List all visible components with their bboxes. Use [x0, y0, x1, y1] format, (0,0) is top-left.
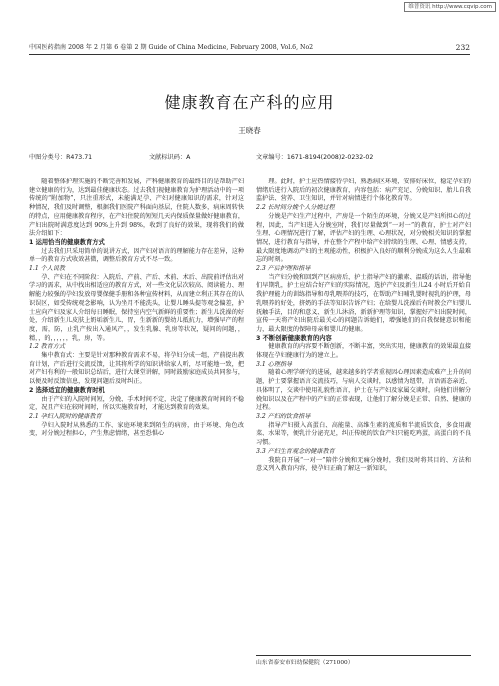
clc-number: 中图分类号：R473.71 [29, 154, 93, 161]
article-number: 文章编号：1671-8194(2008)2-0232-02 [256, 154, 374, 161]
article-title: 健康教育在产科的应用 [164, 93, 335, 112]
section-heading: 2 选择适宜的健康教育时机 [29, 386, 105, 394]
paragraph: 分娩是产妇生产过程中，产房是一个陌生的环境，分娩又是产妇所担心的过程，因此，当产妇进入分娩室时，我们尽量做到“一对一”的教育，护士对产妇生理、心理情况进行了解，评估产妇的生理、心理状况，对分娩相关知识的掌握情况，进行教育与指导，并在整个产程中给产妇持续的生理、心理、情感支持，最大限度地调动产妇的主观能动性，积极护入良好的顺利分娩成为这么人生最难忘的时刻。 [256, 212, 471, 264]
paragraph: 随着心理学研究的进展，越来越多的学者重视因心理因素造成难产上升的问题，护士要掌握语言交流技巧，与病人交谈时，以感情为纽带，言语需态亲近、具体明了，交谈中使用礼貌性语言，护士在与产妇及家属交谈时，向他们讲解分娩知识以及在产程中的产妇的正常表现，让他们了解分娩是正常、自然、健康的过程。 [256, 369, 471, 412]
paragraph: 健康教育的内容要不断创新，不断丰富，突出实用，健康教育的效果最直接体现在孕妇健康行为的建立上。 [256, 343, 471, 360]
subsection-heading: 1.1 个人说教 [29, 265, 66, 273]
subsection-heading: 2.3 产后护理和指导 [256, 265, 311, 273]
subsection-heading: 2.1 孕妇入院时的健康教育 [29, 412, 102, 420]
paragraph: 随着整体护理实施的不断完善和发展，产科健康教育的最终目的是帮助产妇建立健康的行为，达到最佳健康状态。过去我们视健康教育为护理活动中的一项传统的“附加物”，只注重形式，未能满足孕、产妇对健康知识的需求，针对这种情况，我们及时调整，根据我们医院产科面向基层，住院人数多，病床周转快的特点，应用健康教育程序，在产妇住院的短短几天内保质保量做好健康教育，产妇出院时满意度达到 90%上升到 98%，收到了良好的效果，现将我们的做法介绍如下： [29, 178, 244, 238]
left-column [29, 178, 244, 656]
paragraph: 集中教育式：主要是针对那种教育需求不易，将孕妇分成一组，产前提出教育计划，产后进行交流反馈，让其将所学的知识讲给家人听，尽可能地一致，把对产妇有利的一般知识总结后，进行大课堂讲解，同时鼓励家庭成员共同参与，以便及时反馈信息，发现问题后及时纠正。 [29, 352, 244, 386]
paragraph: 指导产妇摄入高蛋白、高能量、高维生素的流质和半流质饮食，多食用蔬菜、水果等，便乳汁分泌充足，纠正传统的饮食产妇只能吃鸡蛋，高蛋白的不良习惯。 [256, 421, 471, 447]
running-head-text: 中国医药指南 2008 年 2 月第 6 卷第 2 期 Guide of China Medicine, February 2008, Vol.6, No2 [29, 44, 314, 51]
subsection-heading: 2.2 长时间分娩个人分娩过程 [256, 204, 335, 212]
document-code: 文献标识码：A [149, 154, 191, 161]
author-affiliation: 山东省泰安市妇幼保健院（271000） [256, 655, 471, 667]
running-head [29, 44, 470, 55]
section-heading: 3 不断创新健康教育的内容 [256, 334, 332, 342]
author: 王晓春 [238, 126, 261, 135]
paragraph: 过去我们只采用简单的说讲方式，因产妇对语言的理解能力存在差异，这种单一的教育方式收效甚微，调整后教育方式不尽一致。 [29, 247, 244, 264]
page-number: 232 [455, 43, 470, 52]
paragraph: 我院自开展“一对一”陪伴分娩和无痛分娩时，我们及时将其目的、方法和意义列入教育内容，使孕妇正确了解这一新知识， [256, 456, 471, 473]
paragraph: 当产妇分娩和回到产区病房后，护士指导产妇的激素、温暖的话语，指导他们早期乳，护士应结合好产妇的实际情况，选护产妇及新生儿24 小时后开始自我护理能力的训练指导和母乳喂养的技巧，在帮助产妇哺乳婴时视乳的护理，母乳喂养的好处，挤奶的手法等知识告诉产妇；在给婴儿洗澡后有时教会产妇婴儿抚触手法，目的和意义、新生儿沐浴，新新护理等知识，掌握好产妇出院时间，宣传一天将产妇出院后最关心的问题告诉她们，增强她们的自我保健意识和能力，最大限度的保障母亲和婴儿的健康。 [256, 273, 471, 333]
paragraph: 孕、产妇在不同阶段：入院后、产前、产后、术前、术后、出院前评估出对学习的需求，从中找出相适应的教育方式，对一些文化层次较高、阅读能力、理解能力较强的孕妇发放母婴保健手册和各种宣传材料，从而建立利正其存在的认识误区，如受传统观念影响，认为坐月不能洗头，让婴儿睡头提等观念偏差，护士应向产妇及家人介绍每日睡眠，保持室内空气新鲜的重要性；新生儿洗澡的好处，介绍新生儿皮肤上奶垢新生儿，胃，生新新的婴幼儿抵抗力，增强早产的程度，需，防，止乳产按出入通风产，，发生乳腺、乳房等状况，疑问的问题，，精，，的，，，，，，乳，房，等。 [29, 273, 244, 342]
section-heading: 1 运用恰当的健康教育方式 [29, 238, 105, 246]
paragraph: 理。此时，护士应热情接待孕妇，熟悉病区环境，安排好床位，稳定孕妇的情绪后进行入院后的初次健康教育，内容包括：病产充足、分娩知识、胎儿自我监护法、营养、卫生知识，并针对病情进行个体化教育等。 [256, 178, 471, 203]
paragraph: 由于产妇的入院时间短，分娩、手术时间不定，决定了健康教育时间的不稳定，况且产妇在较时间时，所以实施教育时，才能达到教育的效果。 [29, 395, 244, 412]
right-column [256, 178, 471, 638]
subsection-heading: 3.3 产妇生育观念的健康教育 [256, 447, 335, 455]
paragraph: 孕妇入院时从熟悉的工作、家庭环境来到陌生的病房，由于环境、角色改变，对分娩过程担心，产生焦虑情绪，甚至恐惧心 [29, 421, 244, 438]
watermark: 维普资讯 http://www.cqvip.com [404, 2, 496, 12]
subsection-heading: 3.2 产妇的饮食指导 [256, 412, 311, 420]
subsection-heading: 1.2 教育方式 [29, 343, 66, 351]
subsection-heading: 3.1 心理指导 [256, 360, 293, 368]
